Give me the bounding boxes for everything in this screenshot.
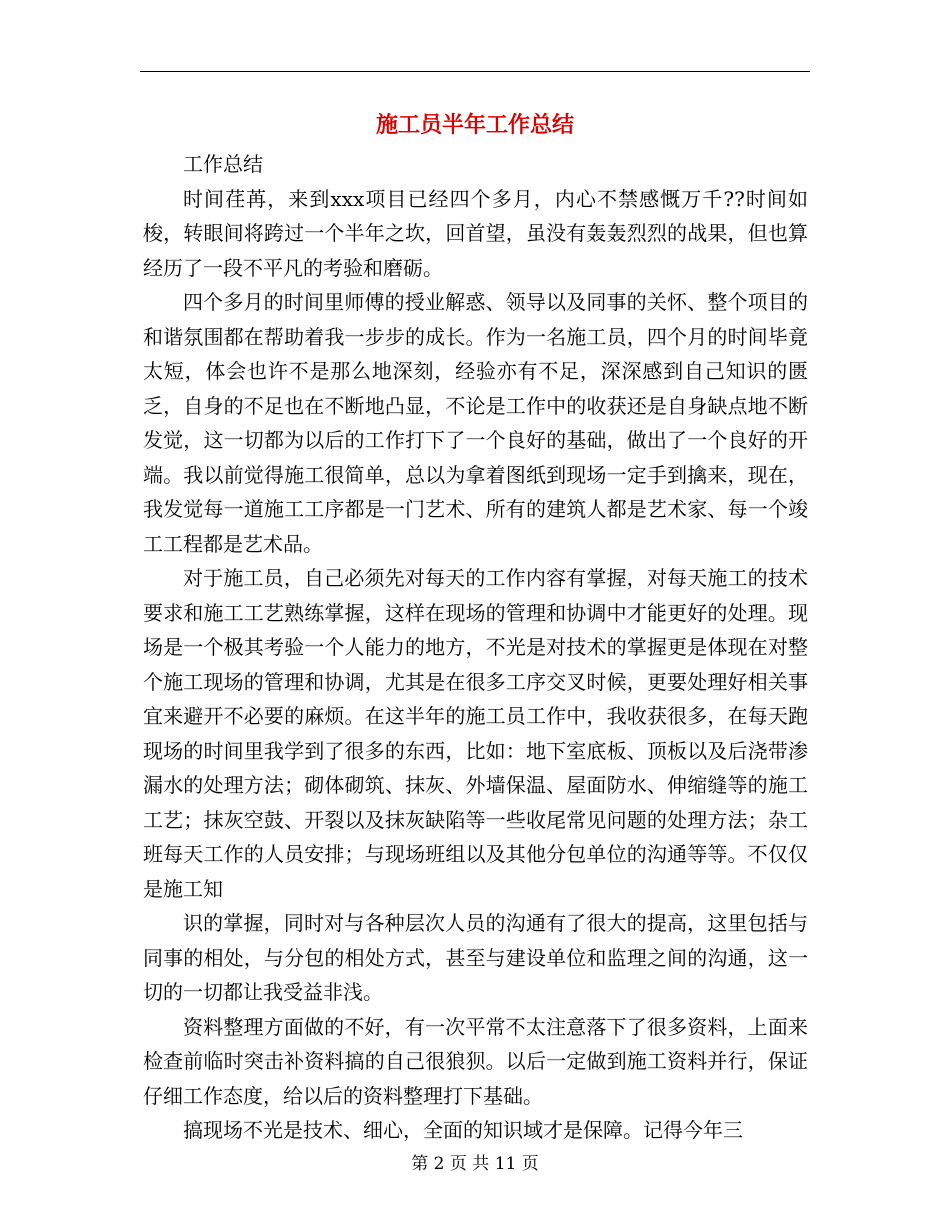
paragraph: 搞现场不光是技术、细心，全面的知识域才是保障。记得今年三 — [183, 1118, 743, 1142]
document-title: 施工员半年工作总结 — [375, 113, 574, 138]
paragraph: 资料整理方面做的不好，有一次平常不太注意落下了很多资料，上面来检查前临时突击补资料搞的自己很狼狈。以后一定做到施工资料并行，保证仔细工作态度，给以后的资料整理打下基础。 — [143, 1014, 808, 1108]
paragraph: 时间荏苒，来到xxx项目已经四个多月，内心不禁感慨万千??时间如梭，转眼间将跨过一个半年之坎，回首望，虽没有轰轰烈烈的战果，但也算经历了一段不平凡的考验和磨砺。 — [143, 186, 808, 280]
header-rule — [140, 71, 810, 72]
paragraph: 四个多月的时间里师傅的授业解惑、领导以及同事的关怀、整个项目的和谐氛围都在帮助着我一步步的成长。作为一名施工员，四个月的时间毕竟太短，体会也许不是那么地深刻，经验亦有不足，深深感到自己知识的匮乏，自身的不足也在不断地凸显，不论是工作中的收获还是自身缺点地不断发觉，这一切都为以后的工作打下了一个良好的基础，做出了一个良好的开端。我以前觉得施工很简单，总以为拿着图纸到现场一定手到擒来，现在，我发觉每一道施工工序都是一门艺术、所有的建筑人都是艺术家、每一个竣工工程都是艺术品。 — [143, 290, 808, 556]
document-body — [143, 147, 808, 1148]
paragraph-heading: 工作总结 — [183, 152, 263, 176]
paragraph: 对于施工员，自己必须先对每天的工作内容有掌握，对每天施工的技术要求和施工工艺熟练掌握，这样在现场的管理和协调中才能更好的处理。现场是一个极其考验一个人能力的地方，不光是对技术的掌握更是体现在对整个施工现场的管理和协调，尤其是在很多工序交叉时候，更要处理好相关事宜来避开不必要的麻烦。在这半年的施工员工作中，我收获很多，在每天跑现场的时间里我学到了很多的东西，比如：地下室底板、顶板以及后浇带渗漏水的处理方法；砌体砌筑、抹灰、外墙保温、屋面防水、伸缩缝等的施工工艺；抹灰空鼓、开裂以及抹灰缺陷等一些收尾常见问题的处理方法；杂工班每天工作的人员安排；与现场班组以及其他分包单位的沟通等等。不仅仅是施工知 — [143, 566, 808, 901]
paragraph: 识的掌握，同时对与各种层次人员的沟通有了很大的提高，这里包括与同事的相处，与分包的相处方式，甚至与建设单位和监理之间的沟通，这一切的一切都让我受益非浅。 — [143, 911, 808, 1004]
page-number: 第 2 页 共 11 页 — [411, 1154, 539, 1174]
